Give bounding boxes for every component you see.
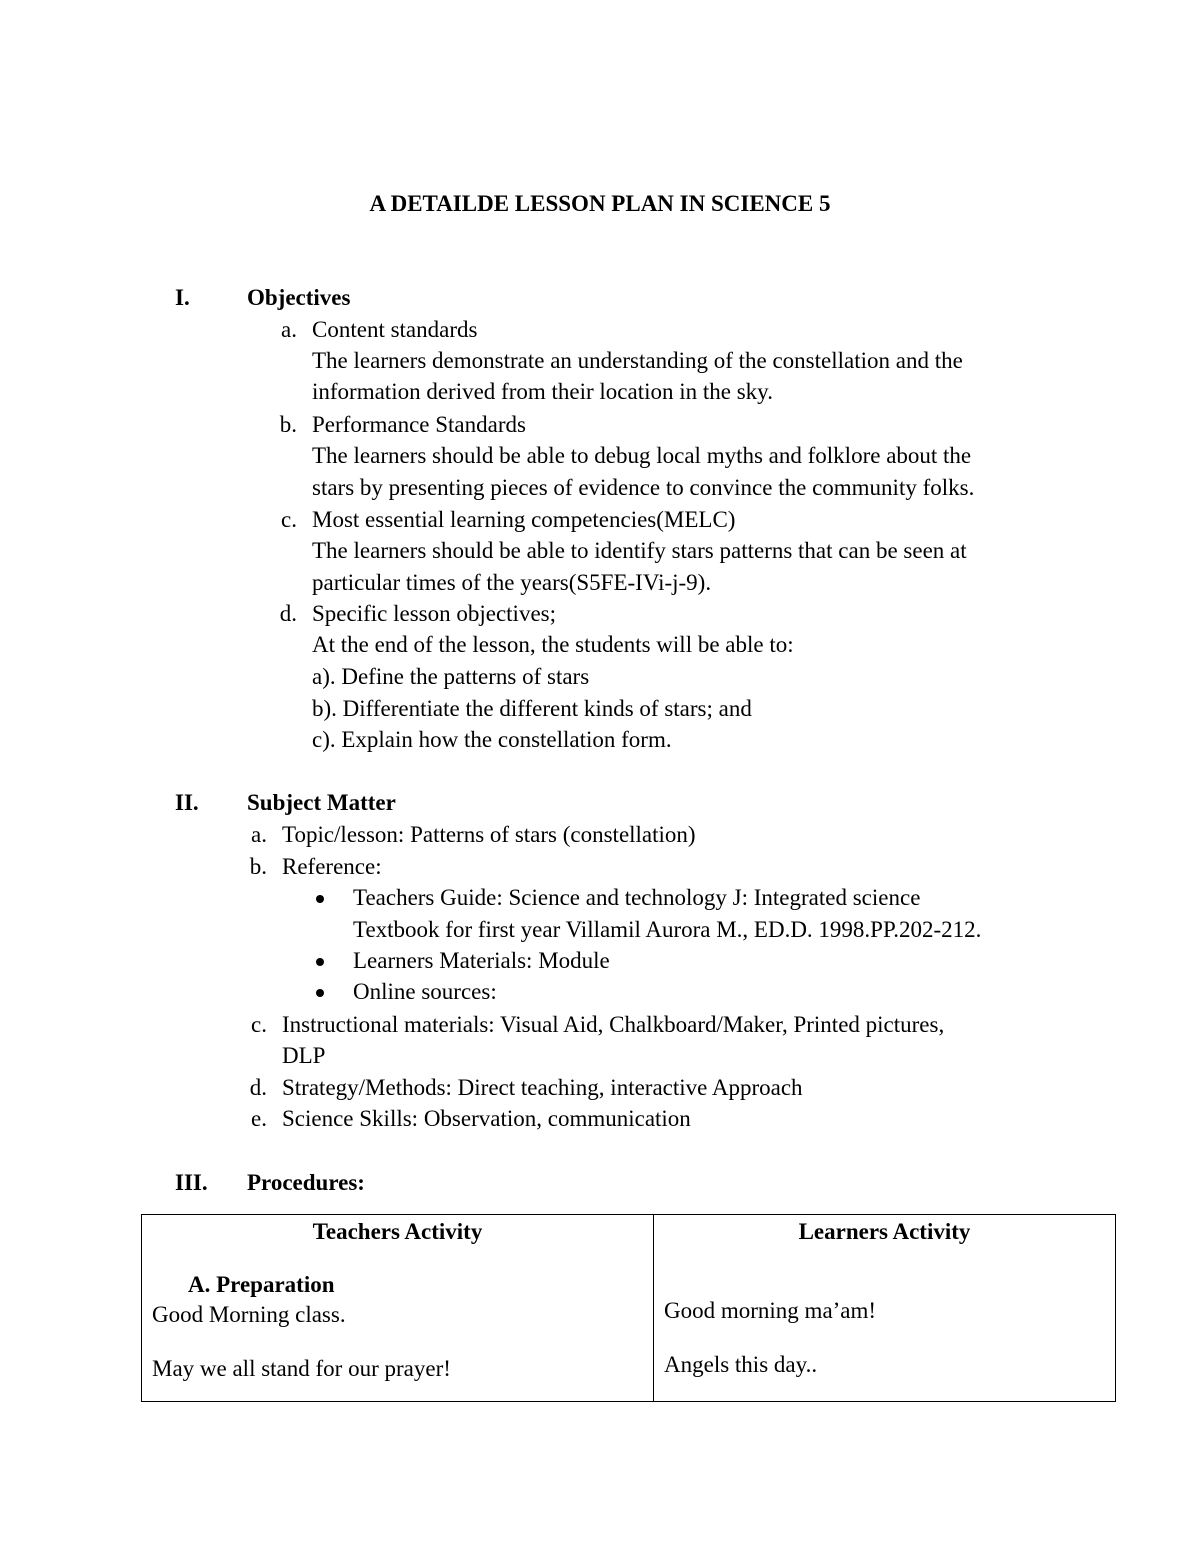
objective-b-text-line2: stars by presenting pieces of evidence to convince the community folks. xyxy=(312,475,975,500)
section-heading-procedures: Procedures: xyxy=(247,1170,365,1195)
learners-activity-cell xyxy=(654,1215,1116,1402)
objective-c-text-line1: The learners should be able to identify stars patterns that can be seen at xyxy=(312,538,967,563)
bullet-icon xyxy=(316,895,324,903)
section-number-objectives: I. xyxy=(175,285,190,310)
objective-d-item-3: c). Explain how the constellation form. xyxy=(312,727,672,752)
teachers-activity-cell xyxy=(142,1215,654,1402)
objective-b-text-line1: The learners should be able to debug local myths and folklore about the xyxy=(312,443,972,468)
objective-c-marker: c. xyxy=(281,507,297,532)
bullet-icon xyxy=(316,989,324,997)
objective-a-label: Content standards xyxy=(312,317,478,342)
section-heading-objectives: Objectives xyxy=(247,285,351,310)
teachers-activity-header: Teachers Activity xyxy=(312,1219,483,1244)
objective-b-marker: b. xyxy=(279,412,297,437)
objective-a-marker: a. xyxy=(281,317,297,342)
subject-c-marker: c. xyxy=(251,1012,267,1037)
subject-a-text: Topic/lesson: Patterns of stars (constellation) xyxy=(282,822,696,847)
learner-line-2: Angels this day.. xyxy=(664,1352,818,1377)
subject-d-text: Strategy/Methods: Direct teaching, interactive Approach xyxy=(282,1075,803,1100)
objective-d-label: Specific lesson objectives; xyxy=(312,601,556,626)
section-number-subject-matter: II. xyxy=(175,790,199,815)
objective-a-text-line1: The learners demonstrate an understanding of the constellation and the xyxy=(312,348,963,373)
table-row xyxy=(142,1215,1116,1402)
subject-a-marker: a. xyxy=(251,822,267,847)
objective-d-item-1: a). Define the patterns of stars xyxy=(312,664,590,689)
subject-b-marker: b. xyxy=(249,854,267,879)
subject-c-text-line1: Instructional materials: Visual Aid, Chalkboard/Maker, Printed pictures, xyxy=(282,1012,945,1037)
learners-activity-header: Learners Activity xyxy=(798,1219,971,1244)
subject-b-text: Reference: xyxy=(282,854,382,879)
reference-1-line2: Textbook for first year Villamil Aurora M., ED.D. 1998.PP.202-212. xyxy=(353,917,982,942)
subject-e-text: Science Skills: Observation, communication xyxy=(282,1106,691,1131)
procedures-table xyxy=(141,1214,1116,1402)
subject-e-marker: e. xyxy=(251,1106,267,1131)
reference-2: Learners Materials: Module xyxy=(353,948,610,973)
reference-1-line1: Teachers Guide: Science and technology J: Integrated science xyxy=(353,885,921,910)
objective-d-item-2: b). Differentiate the different kinds of stars; and xyxy=(312,696,752,721)
objective-c-text-line2: particular times of the years(S5FE-IVi-j-9). xyxy=(312,570,712,595)
objective-d-marker: d. xyxy=(279,601,297,626)
learner-line-1: Good morning ma’am! xyxy=(664,1298,877,1323)
bullet-icon xyxy=(316,958,324,966)
objective-d-text-line1: At the end of the lesson, the students will be able to: xyxy=(312,632,794,657)
subject-c-text-line2: DLP xyxy=(282,1043,326,1068)
objective-b-label: Performance Standards xyxy=(312,412,526,437)
objective-c-label: Most essential learning competencies(MELC) xyxy=(312,507,736,532)
section-number-procedures: III. xyxy=(175,1170,208,1195)
objective-a-text-line2: information derived from their location in the sky. xyxy=(312,379,773,404)
teacher-line-1: Good Morning class. xyxy=(152,1302,346,1327)
teacher-line-2: May we all stand for our prayer! xyxy=(152,1356,451,1381)
subject-d-marker: d. xyxy=(249,1075,267,1100)
reference-3: Online sources: xyxy=(353,979,497,1004)
page-title: A DETAILDE LESSON PLAN IN SCIENCE 5 xyxy=(369,191,831,216)
section-heading-subject-matter: Subject Matter xyxy=(247,790,396,815)
preparation-heading: A. Preparation xyxy=(188,1272,335,1297)
